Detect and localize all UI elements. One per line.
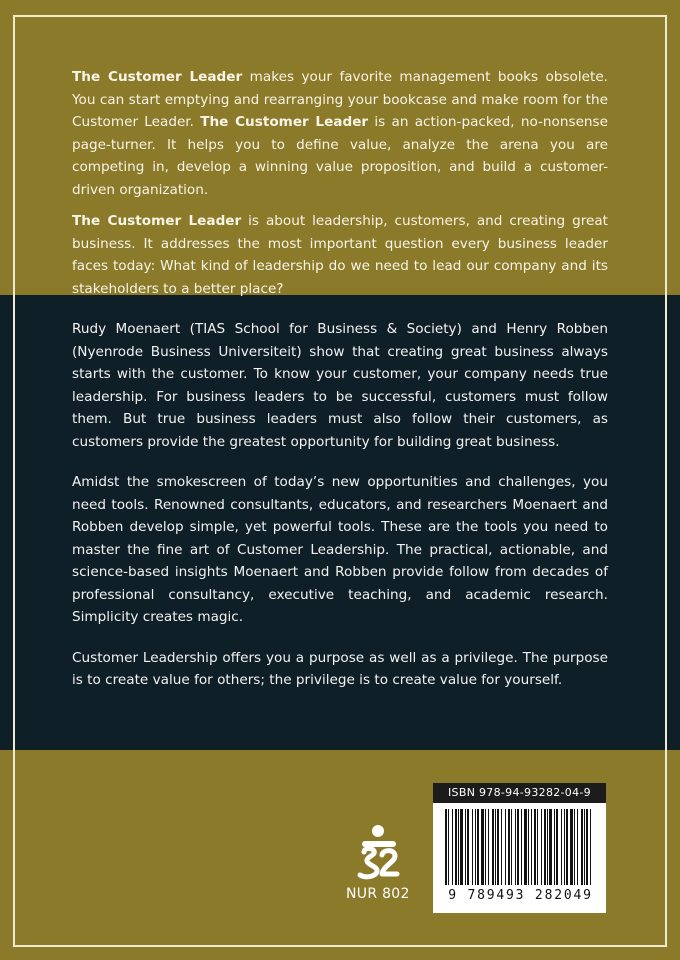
barcode-bar bbox=[566, 809, 568, 885]
barcode-bar bbox=[445, 809, 447, 885]
barcode-bar bbox=[528, 809, 529, 885]
barcode-bar bbox=[549, 809, 552, 885]
barcode-bar bbox=[564, 809, 565, 885]
barcode-bar bbox=[458, 809, 459, 885]
book-title-bold: The Customer Leader bbox=[200, 114, 369, 130]
barcode-bar bbox=[497, 809, 499, 885]
barcode-bar bbox=[584, 809, 585, 885]
barcode-bar bbox=[590, 809, 591, 885]
barcode-bar bbox=[492, 809, 494, 885]
book-title-bold: The Customer Leader bbox=[72, 213, 242, 229]
isbn-label: ISBN 978-94-93282-04-9 bbox=[433, 783, 606, 803]
dark-paragraph-2: Amidst the smokescreen of today’s new opportunities and challenges, you need tools. Renowned consultants, educators, and researchers Moenaert and Robben develop simple, yet powerful tools. These are the tools you need to master the fine art of Customer Leadership. The practical, actionable, and science-based insights Moenaert and Robben provide follow from decades of professional consultancy, executive teaching, and academic research. Simplicity creates magic. bbox=[72, 474, 608, 625]
barcode-bar bbox=[495, 809, 496, 885]
barcode-bar bbox=[570, 809, 573, 885]
barcode-bar bbox=[544, 809, 546, 885]
barcode-bar bbox=[460, 809, 463, 885]
dark-paragraph-1: Rudy Moenaert (TIAS School for Business & Society) and Henry Robben (Nyenrode Business Universiteit) show that creating great business always starts with the customer. To know your customer, your company needs true leadership. For business leaders to be successful, customers must follow them. But true business leaders must also follow their customers, as customers provide the greatest opportunity for building great business. bbox=[72, 321, 608, 450]
blurb-text: is about leadership, customers, and creating great business. It addresses the most important question every business leader faces today: What kind of leadership do we need to lead our company and its stakeholders to a better place? bbox=[72, 213, 609, 297]
dark-paragraph-3: Customer Leadership offers you a purpose as well as a privilege. The purpose is to create value for others; the privilege is to create value for yourself. bbox=[72, 649, 608, 688]
barcode-bar bbox=[481, 809, 484, 885]
barcode-bar bbox=[541, 809, 542, 885]
barcode-bar bbox=[561, 809, 562, 885]
barcode-bar bbox=[465, 809, 466, 885]
barcode-bar bbox=[485, 809, 486, 885]
barcode-bar bbox=[515, 809, 516, 885]
barcode-bar bbox=[554, 809, 555, 885]
barcode-bar bbox=[531, 809, 532, 885]
barcode-bar bbox=[517, 809, 519, 885]
barcode-bar bbox=[581, 809, 583, 885]
barcode-bar bbox=[501, 809, 502, 885]
dark-blurb bbox=[72, 318, 608, 710]
barcode-bar bbox=[537, 809, 538, 885]
barcode-bar bbox=[452, 809, 453, 885]
barcode-bar bbox=[467, 809, 469, 885]
nur-code: NUR 802 bbox=[346, 886, 410, 902]
barcode-bar bbox=[511, 809, 512, 885]
barcode-bar bbox=[577, 809, 578, 885]
barcode-bar bbox=[521, 809, 522, 885]
blurb-text: makes your favorite management books obsolete. You can start emptying and rearranging your bookcase and make room for the Customer Leader. bbox=[72, 69, 609, 130]
top-blurb bbox=[72, 66, 608, 309]
publisher-logo-icon bbox=[350, 824, 408, 880]
barcode bbox=[433, 803, 606, 913]
book-title-bold: The Customer Leader bbox=[72, 69, 243, 85]
barcode-bar bbox=[586, 809, 588, 885]
barcode-bar bbox=[547, 809, 548, 885]
barcode-bar bbox=[455, 809, 457, 885]
barcode-bar bbox=[472, 809, 473, 885]
barcode-bar bbox=[556, 809, 558, 885]
barcode-bar bbox=[508, 809, 510, 885]
barcode-bar bbox=[475, 809, 476, 885]
barcode-bar bbox=[534, 809, 536, 885]
barcode-digits: 9 789493 282049 bbox=[448, 888, 593, 903]
barcode-bar bbox=[524, 809, 527, 885]
barcode-bar bbox=[488, 809, 489, 885]
barcode-bar bbox=[574, 809, 575, 885]
blurb-text: is an action-packed, no-nonsense page-turner. It helps you to define value, analyze the arena you are competing in, develop a winning value proposition, and build a customer-driven organization. bbox=[72, 114, 608, 198]
barcode-bar bbox=[477, 809, 479, 885]
barcode-bar bbox=[448, 809, 449, 885]
barcode-bars bbox=[443, 809, 596, 889]
blurb-paragraph-2 bbox=[72, 210, 608, 300]
barcode-bar bbox=[505, 809, 506, 885]
blurb-paragraph-1 bbox=[72, 66, 608, 201]
